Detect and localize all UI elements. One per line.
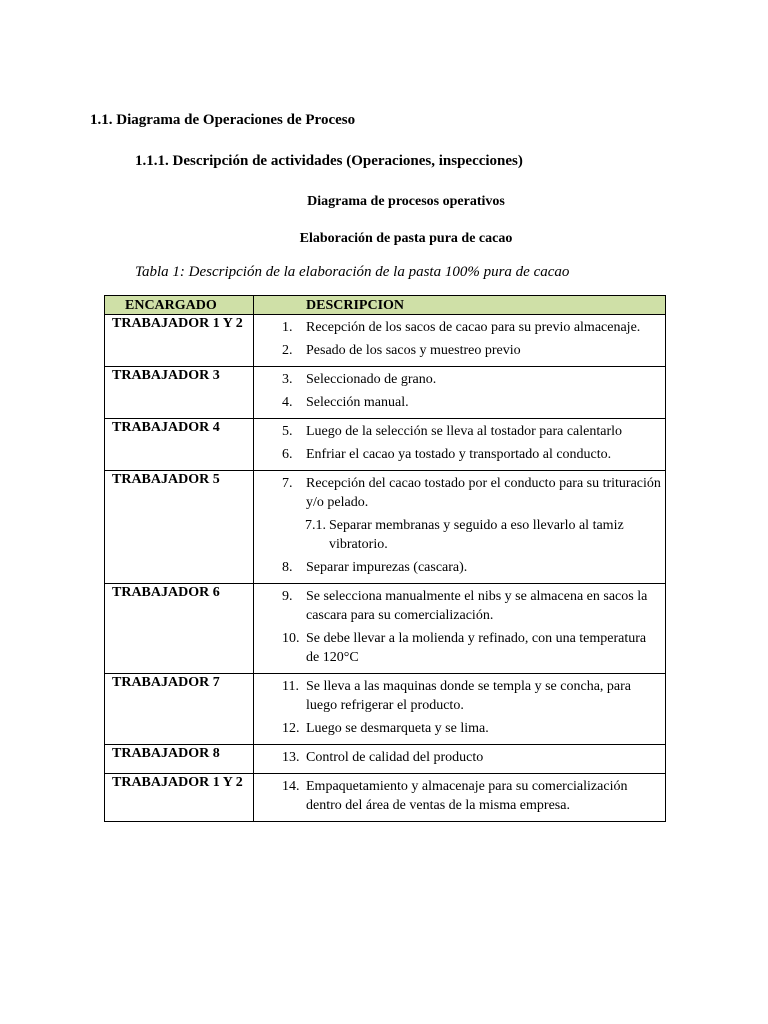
process-title: Elaboración de pasta pura de cacao — [299, 231, 513, 246]
step-number: 7.1. — [305, 518, 326, 533]
step-text: Se debe llevar a la molienda y refinado, con una temperatura de 120°C — [306, 631, 647, 665]
table-row — [105, 745, 666, 774]
step-number: 7. — [282, 476, 293, 491]
step-text: Empaquetamiento y almacenaje para su comercialización dentro del área de ventas de la misma empresa. — [306, 779, 628, 813]
step-item — [282, 341, 661, 360]
step-number: 11. — [282, 679, 299, 694]
step-number: 4. — [282, 395, 293, 410]
subsection-heading: 1.1.1. Descripción de actividades (Operaciones, inspecciones) — [135, 153, 523, 169]
step-number: 3. — [282, 372, 293, 387]
header-descripcion: DESCRIPCION — [254, 296, 666, 315]
worker-cell: TRABAJADOR 4 — [105, 419, 254, 471]
table-caption: Tabla 1: Descripción de la elaboración de la pasta 100% pura de cacao — [135, 264, 570, 280]
step-item — [282, 558, 661, 577]
step-item — [282, 370, 661, 389]
step-text: Se selecciona manualmente el nibs y se almacena en sacos la cascara para su comercialización. — [306, 589, 648, 623]
step-item — [282, 393, 661, 412]
step-number: 12. — [282, 721, 300, 736]
step-text: Recepción de los sacos de cacao para su previo almacenaje. — [306, 320, 641, 335]
worker-cell: TRABAJADOR 7 — [105, 674, 254, 745]
description-cell — [254, 471, 666, 584]
step-number: 14. — [282, 779, 300, 794]
table-header-row — [105, 296, 666, 315]
worker-cell: TRABAJADOR 1 Y 2 — [105, 315, 254, 367]
table-row — [105, 584, 666, 674]
step-item — [282, 748, 661, 767]
worker-cell: TRABAJADOR 1 Y 2 — [105, 774, 254, 822]
step-number: 8. — [282, 560, 293, 575]
table-row — [105, 367, 666, 419]
step-number: 6. — [282, 447, 293, 462]
step-text: Selección manual. — [306, 395, 409, 410]
description-cell — [254, 419, 666, 471]
description-cell — [254, 745, 666, 774]
step-item — [282, 587, 661, 625]
step-item — [282, 474, 661, 512]
step-item — [282, 719, 661, 738]
step-text: Luego se desmarqueta y se lima. — [306, 721, 489, 736]
header-encargado: ENCARGADO — [105, 296, 254, 315]
worker-cell: TRABAJADOR 5 — [105, 471, 254, 584]
step-number: 1. — [282, 320, 293, 335]
step-text: Recepción del cacao tostado por el conducto para su trituración y/o pelado. — [306, 476, 661, 510]
step-item — [282, 677, 661, 715]
step-item — [282, 777, 661, 815]
step-number: 13. — [282, 750, 300, 765]
diagram-title: Diagrama de procesos operativos — [307, 194, 505, 209]
description-cell — [254, 674, 666, 745]
table-row — [105, 774, 666, 822]
section-heading: 1.1. Diagrama de Operaciones de Proceso — [90, 112, 356, 128]
step-text: Seleccionado de grano. — [306, 372, 437, 387]
worker-cell: TRABAJADOR 3 — [105, 367, 254, 419]
table-row — [105, 315, 666, 367]
table-row — [105, 471, 666, 584]
step-text: Se lleva a las maquinas donde se templa y se concha, para luego refrigerar el producto. — [306, 679, 631, 713]
description-cell — [254, 774, 666, 822]
operations-table — [104, 295, 666, 822]
description-cell — [254, 367, 666, 419]
step-number: 10. — [282, 631, 300, 646]
step-text: Pesado de los sacos y muestreo previo — [306, 343, 521, 358]
step-item — [282, 318, 661, 337]
step-number: 9. — [282, 589, 293, 604]
table-row — [105, 674, 666, 745]
step-text: Separar impurezas (cascara). — [306, 560, 468, 575]
table-body — [105, 315, 666, 822]
step-item — [282, 422, 661, 441]
step-text: Control de calidad del producto — [306, 750, 484, 765]
description-cell — [254, 584, 666, 674]
step-text: Luego de la selección se lleva al tostador para calentarlo — [306, 424, 623, 439]
description-cell — [254, 315, 666, 367]
step-text: Separar membranas y seguido a eso llevarlo al tamiz vibratorio. — [329, 518, 624, 552]
step-item — [282, 629, 661, 667]
step-item — [282, 445, 661, 464]
table-row — [105, 419, 666, 471]
sub-step-item — [305, 516, 661, 554]
step-text: Enfriar el cacao ya tostado y transportado al conducto. — [306, 447, 612, 462]
step-number: 5. — [282, 424, 293, 439]
worker-cell: TRABAJADOR 6 — [105, 584, 254, 674]
step-number: 2. — [282, 343, 293, 358]
worker-cell: TRABAJADOR 8 — [105, 745, 254, 774]
